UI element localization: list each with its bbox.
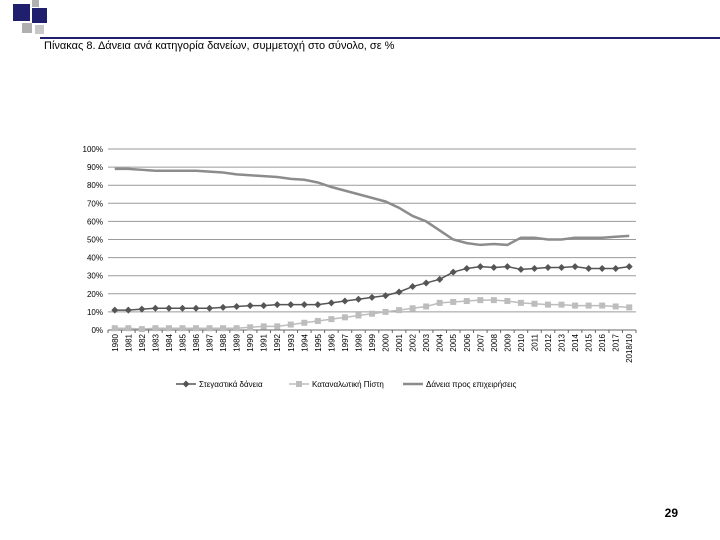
data-point [328, 316, 334, 322]
data-point [477, 263, 484, 270]
data-point [586, 303, 592, 309]
slide-title: Πίνακας 8. Δάνεια ανά κατηγορία δανείων, συμμετοχή στο σύνολο, σε % [44, 40, 395, 52]
x-tick-label: 1999 [368, 334, 377, 352]
data-point [626, 304, 632, 310]
data-point [234, 325, 240, 331]
legend-marker [183, 381, 190, 388]
data-point [450, 269, 457, 276]
legend-label: Δάνεια προς επιχειρήσεις [426, 380, 517, 389]
x-tick-label: 1996 [327, 334, 337, 352]
y-tick-label: 70% [86, 199, 103, 209]
data-point [274, 323, 280, 329]
data-point [125, 307, 132, 314]
data-point [545, 302, 551, 308]
data-point [111, 307, 118, 314]
data-point [612, 265, 619, 272]
data-point [504, 298, 510, 304]
data-point [314, 301, 321, 308]
data-point [599, 303, 605, 309]
data-point [572, 263, 579, 270]
data-point [490, 264, 497, 271]
page-number: 29 [664, 506, 678, 520]
y-tick-label: 90% [86, 163, 103, 173]
data-point [315, 318, 321, 324]
data-point [436, 276, 443, 283]
data-point [409, 283, 416, 290]
data-point [301, 301, 308, 308]
data-point [206, 305, 213, 312]
x-tick-label: 2005 [449, 334, 459, 352]
data-point [369, 294, 376, 301]
x-tick-label: 2009 [503, 334, 513, 352]
data-point [531, 301, 537, 307]
x-tick-label: 1985 [178, 334, 188, 352]
data-point [613, 303, 619, 309]
x-tick-label: 2006 [462, 334, 472, 352]
data-point [477, 297, 483, 303]
x-tick-label: 2012 [544, 334, 553, 352]
x-tick-label: 1980 [110, 334, 120, 352]
x-tick-label: 1990 [246, 334, 256, 352]
data-point [233, 303, 240, 310]
data-point [518, 300, 524, 306]
data-point [531, 265, 538, 272]
data-point [396, 288, 403, 295]
legend-label: Στεγαστικά δάνεια [199, 380, 263, 389]
data-point [382, 292, 389, 299]
data-point [220, 325, 226, 331]
x-tick-label: 2015 [584, 334, 594, 352]
x-tick-label: 1988 [219, 334, 229, 352]
x-tick-label: 2016 [598, 334, 608, 352]
data-point [410, 305, 416, 311]
data-point [491, 297, 497, 303]
data-point [287, 301, 294, 308]
x-tick-label: 1986 [192, 334, 201, 352]
data-point [247, 302, 254, 309]
x-tick-label: 2000 [381, 334, 391, 352]
data-point [288, 322, 294, 328]
x-tick-label: 1989 [232, 334, 242, 352]
data-point [193, 325, 199, 331]
data-point [585, 265, 592, 272]
x-tick-label: 1987 [205, 334, 215, 352]
data-point [301, 320, 307, 326]
data-point [558, 264, 565, 271]
data-point [139, 326, 145, 332]
x-tick-label: 1994 [300, 334, 310, 352]
x-tick-label: 2007 [476, 334, 486, 352]
x-tick-label: 1983 [151, 334, 161, 352]
data-point [274, 301, 281, 308]
x-tick-label: 2013 [557, 334, 567, 352]
data-point [260, 302, 267, 309]
data-point [423, 303, 429, 309]
y-tick-label: 80% [86, 181, 103, 191]
y-tick-label: 30% [86, 271, 103, 281]
data-point [152, 325, 158, 331]
data-point [166, 325, 172, 331]
data-point [450, 299, 456, 305]
x-tick-label: 1984 [164, 334, 174, 352]
x-tick-label: 2003 [422, 334, 432, 352]
data-point [220, 304, 227, 311]
data-point [112, 325, 118, 331]
x-tick-label: 2010 [516, 334, 526, 352]
x-tick-label: 1998 [354, 334, 364, 352]
x-tick-label: 1993 [286, 334, 296, 352]
x-tick-label: 2001 [395, 334, 405, 352]
y-tick-label: 40% [86, 253, 103, 263]
data-point [261, 323, 267, 329]
x-tick-label: 1997 [340, 334, 350, 352]
x-tick-label: 2014 [571, 334, 581, 352]
x-tick-label: 2011 [530, 334, 540, 352]
x-tick-label: 1995 [313, 334, 323, 352]
x-tick-label: 1981 [124, 334, 134, 352]
data-point [165, 305, 172, 312]
y-tick-label: 50% [86, 235, 103, 245]
data-point [517, 266, 524, 273]
data-point [572, 303, 578, 309]
y-tick-label: 100% [82, 145, 103, 154]
data-point [423, 279, 430, 286]
x-tick-label: 2004 [435, 334, 445, 352]
x-tick-label: 1982 [137, 334, 147, 352]
data-point [179, 305, 186, 312]
data-point [464, 298, 470, 304]
data-point [355, 313, 361, 319]
legend-marker [296, 381, 302, 387]
y-tick-label: 20% [86, 289, 103, 299]
data-point [504, 263, 511, 270]
y-tick-label: 10% [86, 307, 103, 317]
legend-label: Καταναλωτική Πίστη [312, 380, 384, 389]
data-point [626, 263, 633, 270]
x-tick-label: 2018/10 [625, 334, 635, 363]
data-point [125, 325, 131, 331]
data-point [545, 264, 552, 271]
data-point [207, 325, 213, 331]
data-point [342, 314, 348, 320]
data-point [369, 311, 375, 317]
data-point [437, 300, 443, 306]
data-point [463, 265, 470, 272]
data-point [341, 298, 348, 305]
data-point [355, 296, 362, 303]
series-line-2 [115, 169, 629, 245]
data-point [193, 305, 200, 312]
x-tick-label: 2002 [408, 334, 418, 352]
data-point [328, 299, 335, 306]
x-tick-label: 1992 [273, 334, 283, 352]
data-point [396, 307, 402, 313]
x-tick-label: 2017 [611, 334, 621, 352]
data-point [599, 265, 606, 272]
data-point [152, 305, 159, 312]
y-tick-label: 0% [91, 326, 103, 335]
data-point [383, 309, 389, 315]
y-tick-label: 60% [86, 217, 103, 227]
x-tick-label: 1991 [259, 334, 269, 352]
data-point [559, 302, 565, 308]
series-line-0 [115, 267, 629, 310]
data-point [247, 324, 253, 330]
x-tick-label: 2008 [489, 334, 499, 352]
data-point [179, 325, 185, 331]
